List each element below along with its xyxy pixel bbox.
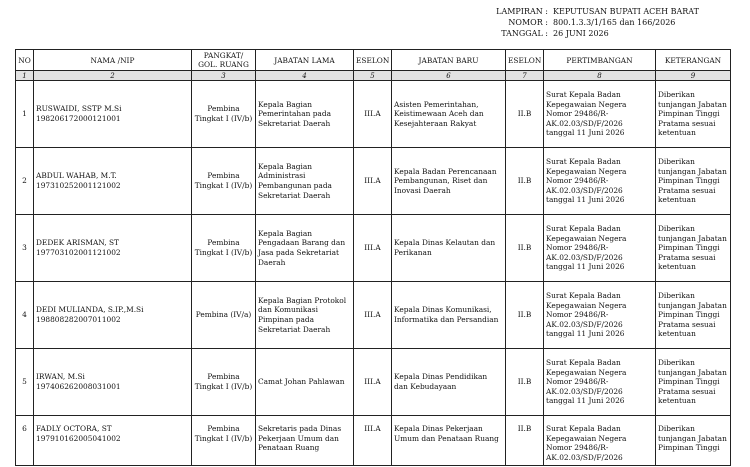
nama-nip-cell	[34, 349, 192, 416]
nama-nip-cell	[34, 81, 192, 148]
tanggal-label: TANGGAL :	[501, 29, 548, 38]
lampiran-label: LAMPIRAN :	[496, 7, 548, 16]
col-number: 3	[192, 71, 256, 81]
nomor-value: 800.1.3.3/1/165 dan 166/2026	[553, 18, 676, 27]
table-row	[16, 215, 731, 282]
employee-name: ABDUL WAHAB, M.T.	[36, 171, 117, 181]
eselon-baru-cell: II.B	[506, 416, 544, 466]
row-no: 5	[16, 349, 34, 416]
col-header-no: NO	[16, 50, 34, 71]
eselon-lama-cell: III.A	[354, 416, 392, 466]
nama-nip-cell	[34, 282, 192, 349]
tanggal-line	[470, 28, 699, 39]
eselon-lama-cell: III.A	[354, 148, 392, 215]
col-number: 4	[256, 71, 354, 81]
eselon-baru-cell: II.B	[506, 349, 544, 416]
jabatan-lama-cell: Kepala Bagian Pemerintahan pada Sekretariat Daerah	[256, 81, 354, 148]
row-no: 2	[16, 148, 34, 215]
col-header-nama: NAMA /NIP	[34, 50, 192, 71]
col-number: 5	[354, 71, 392, 81]
nama-nip-cell	[34, 148, 192, 215]
eselon-lama-cell: III.A	[354, 282, 392, 349]
jabatan-baru-cell: Asisten Pemerintahan, Keistimewaan Aceh dan Kesejahteraan Rakyat	[392, 81, 506, 148]
row-no: 1	[16, 81, 34, 148]
tanggal-value: 26 JUNI 2026	[553, 29, 609, 38]
employee-nip: 198206172000121001	[36, 114, 121, 123]
employee-name: DEDI MULIANDA, S.IP.,M.Si	[36, 305, 144, 315]
nomor-label: NOMOR :	[508, 18, 548, 27]
appointment-table	[15, 49, 731, 466]
employee-name: RUSWAIDI, SSTP M.Si	[36, 104, 122, 114]
pertimbangan-cell: Surat Kepala Badan Kepegawaian Negera Nomor 29486/R-AK.02.03/SD/F/2026 tanggal 11 Juni 2026	[544, 148, 656, 215]
employee-name: IRWAN, M.Si	[36, 372, 85, 382]
employee-nip: 197910162005041002	[36, 433, 121, 443]
col-number: 8	[544, 71, 656, 81]
eselon-lama-cell: III.A	[354, 81, 392, 148]
eselon-baru-cell: II.B	[506, 215, 544, 282]
table-row	[16, 81, 731, 148]
pangkat-cell: Pembina Tingkat I (IV/b)	[192, 416, 256, 466]
eselon-baru-cell: II.B	[506, 81, 544, 148]
col-header-pertimbangan: PERTIMBANGAN	[544, 50, 656, 71]
table-row	[16, 148, 731, 215]
nomor-line	[470, 17, 699, 28]
jabatan-baru-cell: Kepala Dinas Pekerjaan Umum dan Penataan Ruang	[392, 416, 506, 466]
pertimbangan-cell: Surat Kepala Badan Kepegawaian Negera Nomor 29486/R-AK.02.03/SD/F/2026 tanggal 11 Juni 2026	[544, 215, 656, 282]
jabatan-baru-cell: Kepala Dinas Komunikasi, Informatika dan Persandian	[392, 282, 506, 349]
col-header-eselon-baru: ESELON	[506, 50, 544, 71]
employee-nip: 197310252001121002	[36, 181, 121, 190]
column-number-row	[16, 71, 731, 81]
col-number: 2	[34, 71, 192, 81]
col-header-pangkat: PANGKAT/ GOL. RUANG	[192, 50, 256, 71]
table-row	[16, 416, 731, 466]
table-row	[16, 282, 731, 349]
row-no: 3	[16, 215, 34, 282]
lampiran-line	[470, 6, 699, 17]
jabatan-baru-cell: Kepala Dinas Pendidikan dan Kebudayaan	[392, 349, 506, 416]
jabatan-lama-cell: Kepala Bagian Administrasi Pembangunan pada Sekretariat Daerah	[256, 148, 354, 215]
nama-nip-cell	[34, 215, 192, 282]
eselon-lama-cell: III.A	[354, 215, 392, 282]
col-header-keterangan: KETERANGAN	[656, 50, 731, 71]
pangkat-cell: Pembina Tingkat I (IV/b)	[192, 81, 256, 148]
eselon-baru-cell: II.B	[506, 148, 544, 215]
col-header-eselon-lama: ESELON	[354, 50, 392, 71]
keterangan-cell: Diberikan tunjangan Jabatan Pimpinan Tinggi Pratama sesuai ketentuan	[656, 215, 731, 282]
jabatan-lama-cell: Kepala Bagian Pengadaan Barang dan Jasa pada Sekretariat Daerah	[256, 215, 354, 282]
row-no: 4	[16, 282, 34, 349]
col-number: 1	[16, 71, 34, 81]
pangkat-cell: Pembina Tingkat I (IV/b)	[192, 349, 256, 416]
pangkat-cell: Pembina Tingkat I (IV/b)	[192, 215, 256, 282]
table-header-row	[16, 50, 731, 71]
pangkat-cell: Pembina Tingkat I (IV/b)	[192, 148, 256, 215]
jabatan-baru-cell: Kepala Badan Perencanaan Pembangunan, Riset dan Inovasi Daerah	[392, 148, 506, 215]
col-header-jabatan-lama: JABATAN LAMA	[256, 50, 354, 71]
employee-nip: 197703102001121002	[36, 248, 121, 257]
pertimbangan-cell: Surat Kepala Badan Kepegawaian Negera Nomor 29486/R-AK.02.03/SD/F/2026 tanggal 11 Juni 2026	[544, 81, 656, 148]
keterangan-cell: Diberikan tunjangan Jabatan Pimpinan Tinggi Pratama sesuai ketentuan	[656, 282, 731, 349]
col-number: 7	[506, 71, 544, 81]
nama-nip-cell	[34, 416, 192, 466]
col-number: 6	[392, 71, 506, 81]
keterangan-cell: Diberikan tunjangan Jabatan Pimpinan Tinggi Pratama sesuai ketentuan	[656, 81, 731, 148]
pertimbangan-cell: Surat Kepala Badan Kepegawaian Negera Nomor 29486/R-AK.02.03/SD/F/2026 tanggal 11 Juni 2026	[544, 282, 656, 349]
employee-nip: 198808282007011002	[36, 315, 121, 324]
jabatan-lama-cell: Sekretaris pada Dinas Pekerjaan Umum dan Penataan Ruang	[256, 416, 354, 466]
table-row	[16, 349, 731, 416]
pertimbangan-cell: Surat Kepala Badan Kepegawaian Negera Nomor 29486/R-AK.02.03/SD/F/2026	[544, 416, 656, 466]
document-header	[470, 6, 699, 39]
jabatan-lama-cell: Camat Johan Pahlawan	[256, 349, 354, 416]
lampiran-value: KEPUTUSAN BUPATI ACEH BARAT	[553, 7, 699, 16]
keterangan-cell: Diberikan tunjangan Jabatan Pimpinan Tinggi Pratama sesuai ketentuan	[656, 349, 731, 416]
col-header-jabatan-baru: JABATAN BARU	[392, 50, 506, 71]
pertimbangan-cell: Surat Kepala Badan Kepegawaian Negera Nomor 29486/R-AK.02.03/SD/F/2026 tanggal 11 Juni 2026	[544, 349, 656, 416]
jabatan-baru-cell: Kepala Dinas Kelautan dan Perikanan	[392, 215, 506, 282]
row-no: 6	[16, 416, 34, 466]
pangkat-cell: Pembina (IV/a)	[192, 282, 256, 349]
employee-name: DEDEK ARISMAN, ST	[36, 238, 119, 248]
eselon-baru-cell: II.B	[506, 282, 544, 349]
eselon-lama-cell: III.A	[354, 349, 392, 416]
jabatan-lama-cell: Kepala Bagian Protokol dan Komunikasi Pimpinan pada Sekretariat Daerah	[256, 282, 354, 349]
col-number: 9	[656, 71, 731, 81]
keterangan-cell: Diberikan tunjangan Jabatan Pimpinan Tinggi	[656, 416, 731, 466]
employee-nip: 197406262008031001	[36, 382, 121, 391]
keterangan-cell: Diberikan tunjangan Jabatan Pimpinan Tinggi Pratama sesuai ketentuan	[656, 148, 731, 215]
employee-name: FADLY OCTORA, ST	[36, 424, 112, 433]
